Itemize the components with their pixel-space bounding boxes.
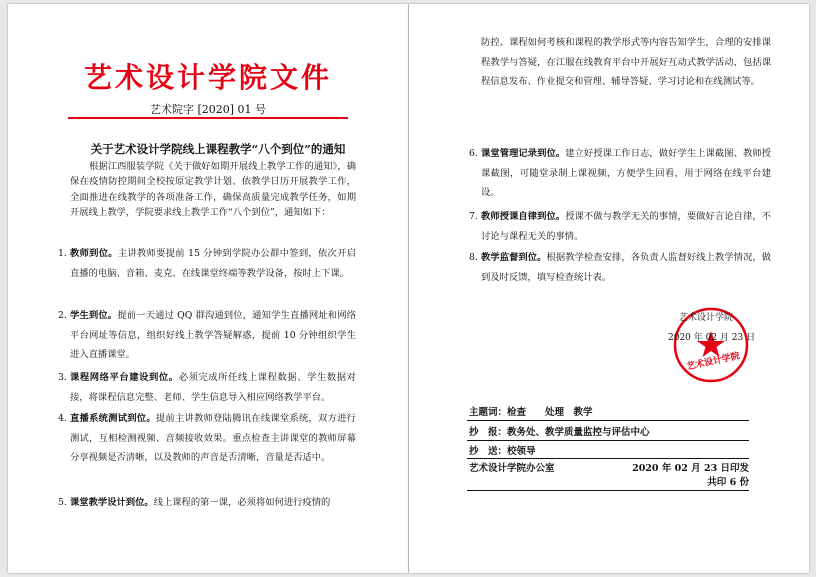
item-title: 教学监督到位。 — [481, 252, 547, 263]
list-item — [58, 409, 356, 468]
item-text: 授课不做与教学无关的事情，要做好言论自律，不讨论与课程无关的事情。 — [481, 211, 771, 242]
item-title: 学生到位。 — [70, 310, 118, 321]
list-item — [58, 244, 356, 283]
cc-report: 抄 报：教务处、教学质量监控与评估中心 — [469, 427, 650, 438]
footer-divider — [467, 458, 749, 459]
document-header-title: 艺术设计学院文件 — [83, 61, 332, 94]
list-item — [469, 207, 771, 246]
continuation-paragraph: 防控、课程如何考核和课程的教学形式等内容告知学生，合理的安排课程教学与答疑，在江服在线教育平台中开展好互动式教学活动，包括课程信息发布、作业提交和管理、辅导答疑、学习讨论和在线测试等。 — [481, 37, 771, 87]
item-number: 1. — [58, 248, 67, 259]
item-text: 必须完成所任线上课程数据、学生数据对接，将课程信息完整、老师、学生信息导入相应网络教学平台。 — [70, 372, 356, 403]
document-number: 艺术院字 [2020] 01 号 — [149, 103, 267, 116]
red-divider — [68, 117, 348, 119]
item-text: 提前一天通过 QQ 群沟通到位，通知学生直播网址和网络平台网址等信息，组织好线上教学答疑解惑，提前 10 分钟组织学生进入直播课堂。 — [70, 310, 356, 360]
item-number: 4. — [58, 413, 67, 424]
print-date: 2020 年 02 月 23 日印发 — [632, 463, 749, 474]
document-page-right — [409, 4, 809, 573]
item-title: 直播系统测试到位。 — [70, 413, 156, 424]
item-text: 线上课程的第一课，必须将如何进行疫情的 — [153, 497, 331, 508]
item-number: 3. — [58, 372, 67, 383]
footer-divider — [467, 440, 749, 441]
item-number: 2. — [58, 310, 67, 321]
list-item — [58, 306, 356, 365]
list-item — [469, 248, 771, 287]
item-title: 教师到位。 — [70, 248, 118, 259]
footer-divider — [467, 490, 749, 491]
issuing-office: 艺术设计学院办公室 — [469, 463, 555, 474]
cc-send: 抄 送：校领导 — [469, 446, 536, 457]
item-text: 根据教学检查安排，各负责人监督好线上教学情况，做到及时反馈，填写检查统计表。 — [481, 252, 771, 283]
footer-divider — [467, 420, 749, 421]
seal-label: 艺术设计学院 — [685, 351, 741, 373]
signature-organization: 艺术设计学院 — [679, 313, 734, 323]
item-title: 教师授课自律到位。 — [481, 211, 566, 222]
copies-count: 共印 6 份 — [707, 477, 749, 488]
signature-date: 2020 年 02 月 23 日 — [668, 333, 756, 343]
item-number: 8. — [469, 252, 478, 263]
subject-words: 主题词：检查 处理 教学 — [469, 407, 593, 418]
item-title: 课堂管理记录到位。 — [481, 148, 566, 159]
item-text: 建立好授课工作日志，做好学生上课截图、教师授课截图，可随堂录制上课视频，方便学生回看，用于网络在线平台建设。 — [481, 148, 771, 198]
item-title: 课程网络平台建设到位。 — [70, 372, 179, 383]
item-title: 课堂教学设计到位。 — [70, 497, 154, 508]
document-page-left — [8, 4, 408, 573]
item-number: 7. — [469, 211, 478, 222]
item-text: 提前主讲教师登陆腾讯在线课堂系统，双方进行测试，互相检测视频、音频接收效果。重点检查主讲课堂的教师屏幕分享视频是否清晰，以及教师的声音是否清晰，音量是否适中。 — [70, 413, 356, 463]
list-item — [58, 368, 356, 407]
list-item — [58, 493, 356, 513]
notice-title: 关于艺术设计学院线上课程教学“八个到位”的通知 — [90, 142, 346, 156]
list-item — [469, 144, 771, 203]
item-number: 6. — [469, 148, 478, 159]
intro-paragraph: 根据江西服装学院《关于做好如期开展线上教学工作的通知》，确保在疫情防控期间全校按原定教学计划、依教学日历开展教学工作，全面推进在线教学的各项准备工作，确保高质量完成教学任务，如期开展线上教学，学院要求线上教学工作“八个到位”，通知如下： — [70, 161, 356, 219]
item-number: 5. — [58, 497, 67, 508]
item-text: 主讲教师要提前 15 分钟到学院办公群中签到，依次开启直播的电脑、音箱、麦克、在线课堂终端等教学设备，按时上下课。 — [70, 248, 356, 279]
